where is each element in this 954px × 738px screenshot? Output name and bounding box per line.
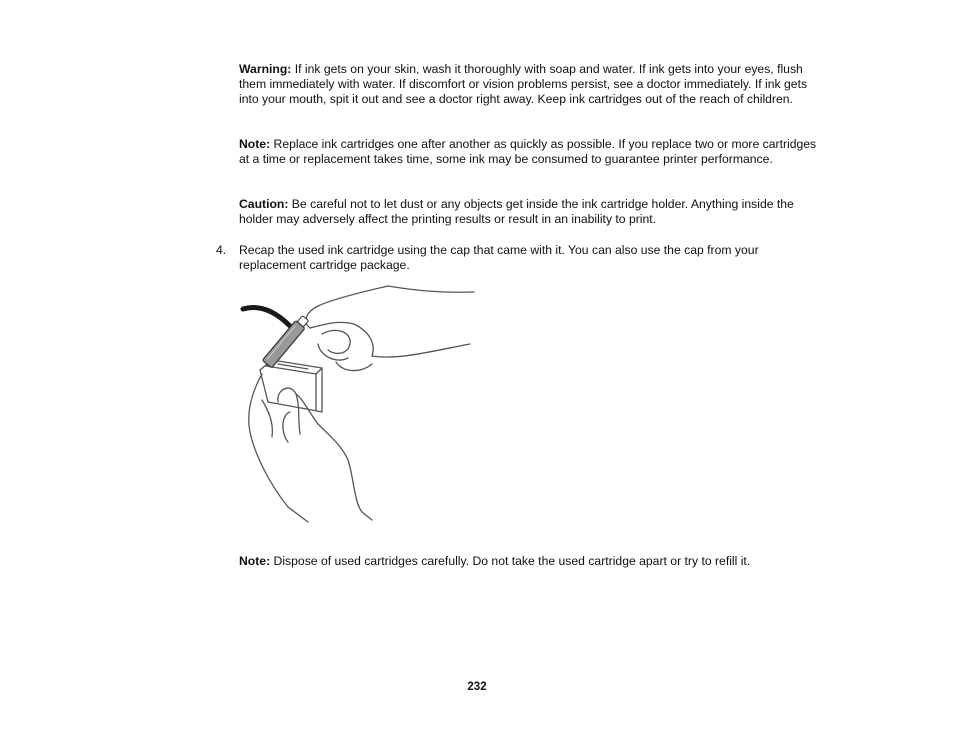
- warning-label: Warning:: [239, 62, 292, 76]
- caution-label: Caution:: [239, 197, 289, 211]
- note-label-2: Note:: [239, 554, 271, 568]
- warning-paragraph: [239, 62, 821, 106]
- recap-cartridge-illustration: [238, 282, 478, 526]
- caution-text: Be careful not to let dust or any objects get inside the ink cartridge holder. Anything inside the holder may adversely affect the printing results or result in an inability to print.: [239, 197, 794, 226]
- page-number: 232: [467, 681, 487, 693]
- warning-text: If ink gets on your skin, wash it thoroughly with soap and water. If ink gets into your eyes, flush them immediately with water. If discomfort or vision problems persist, see a doctor immediately. If ink gets into your mouth, spit it out and see a doctor right away. Keep ink cartridges out of the reach of children.: [239, 62, 808, 106]
- note-paragraph-1: [239, 137, 821, 167]
- step-number: 4.: [216, 243, 227, 257]
- note-paragraph-2: [239, 554, 821, 569]
- note-text-1: Replace ink cartridges one after another as quickly as possible. If you replace two or more cartridges at a time or replacement takes time, some ink may be consumed to guarantee printer performance.: [239, 137, 817, 166]
- step-text: Recap the used ink cartridge using the cap that came with it. You can also use the cap from your replacement cartridge package.: [239, 243, 759, 272]
- note-text-2: Dispose of used cartridges carefully. Do not take the used cartridge apart or try to refill it.: [270, 554, 751, 568]
- note-label-1: Note:: [239, 137, 271, 151]
- caution-paragraph: [239, 197, 821, 227]
